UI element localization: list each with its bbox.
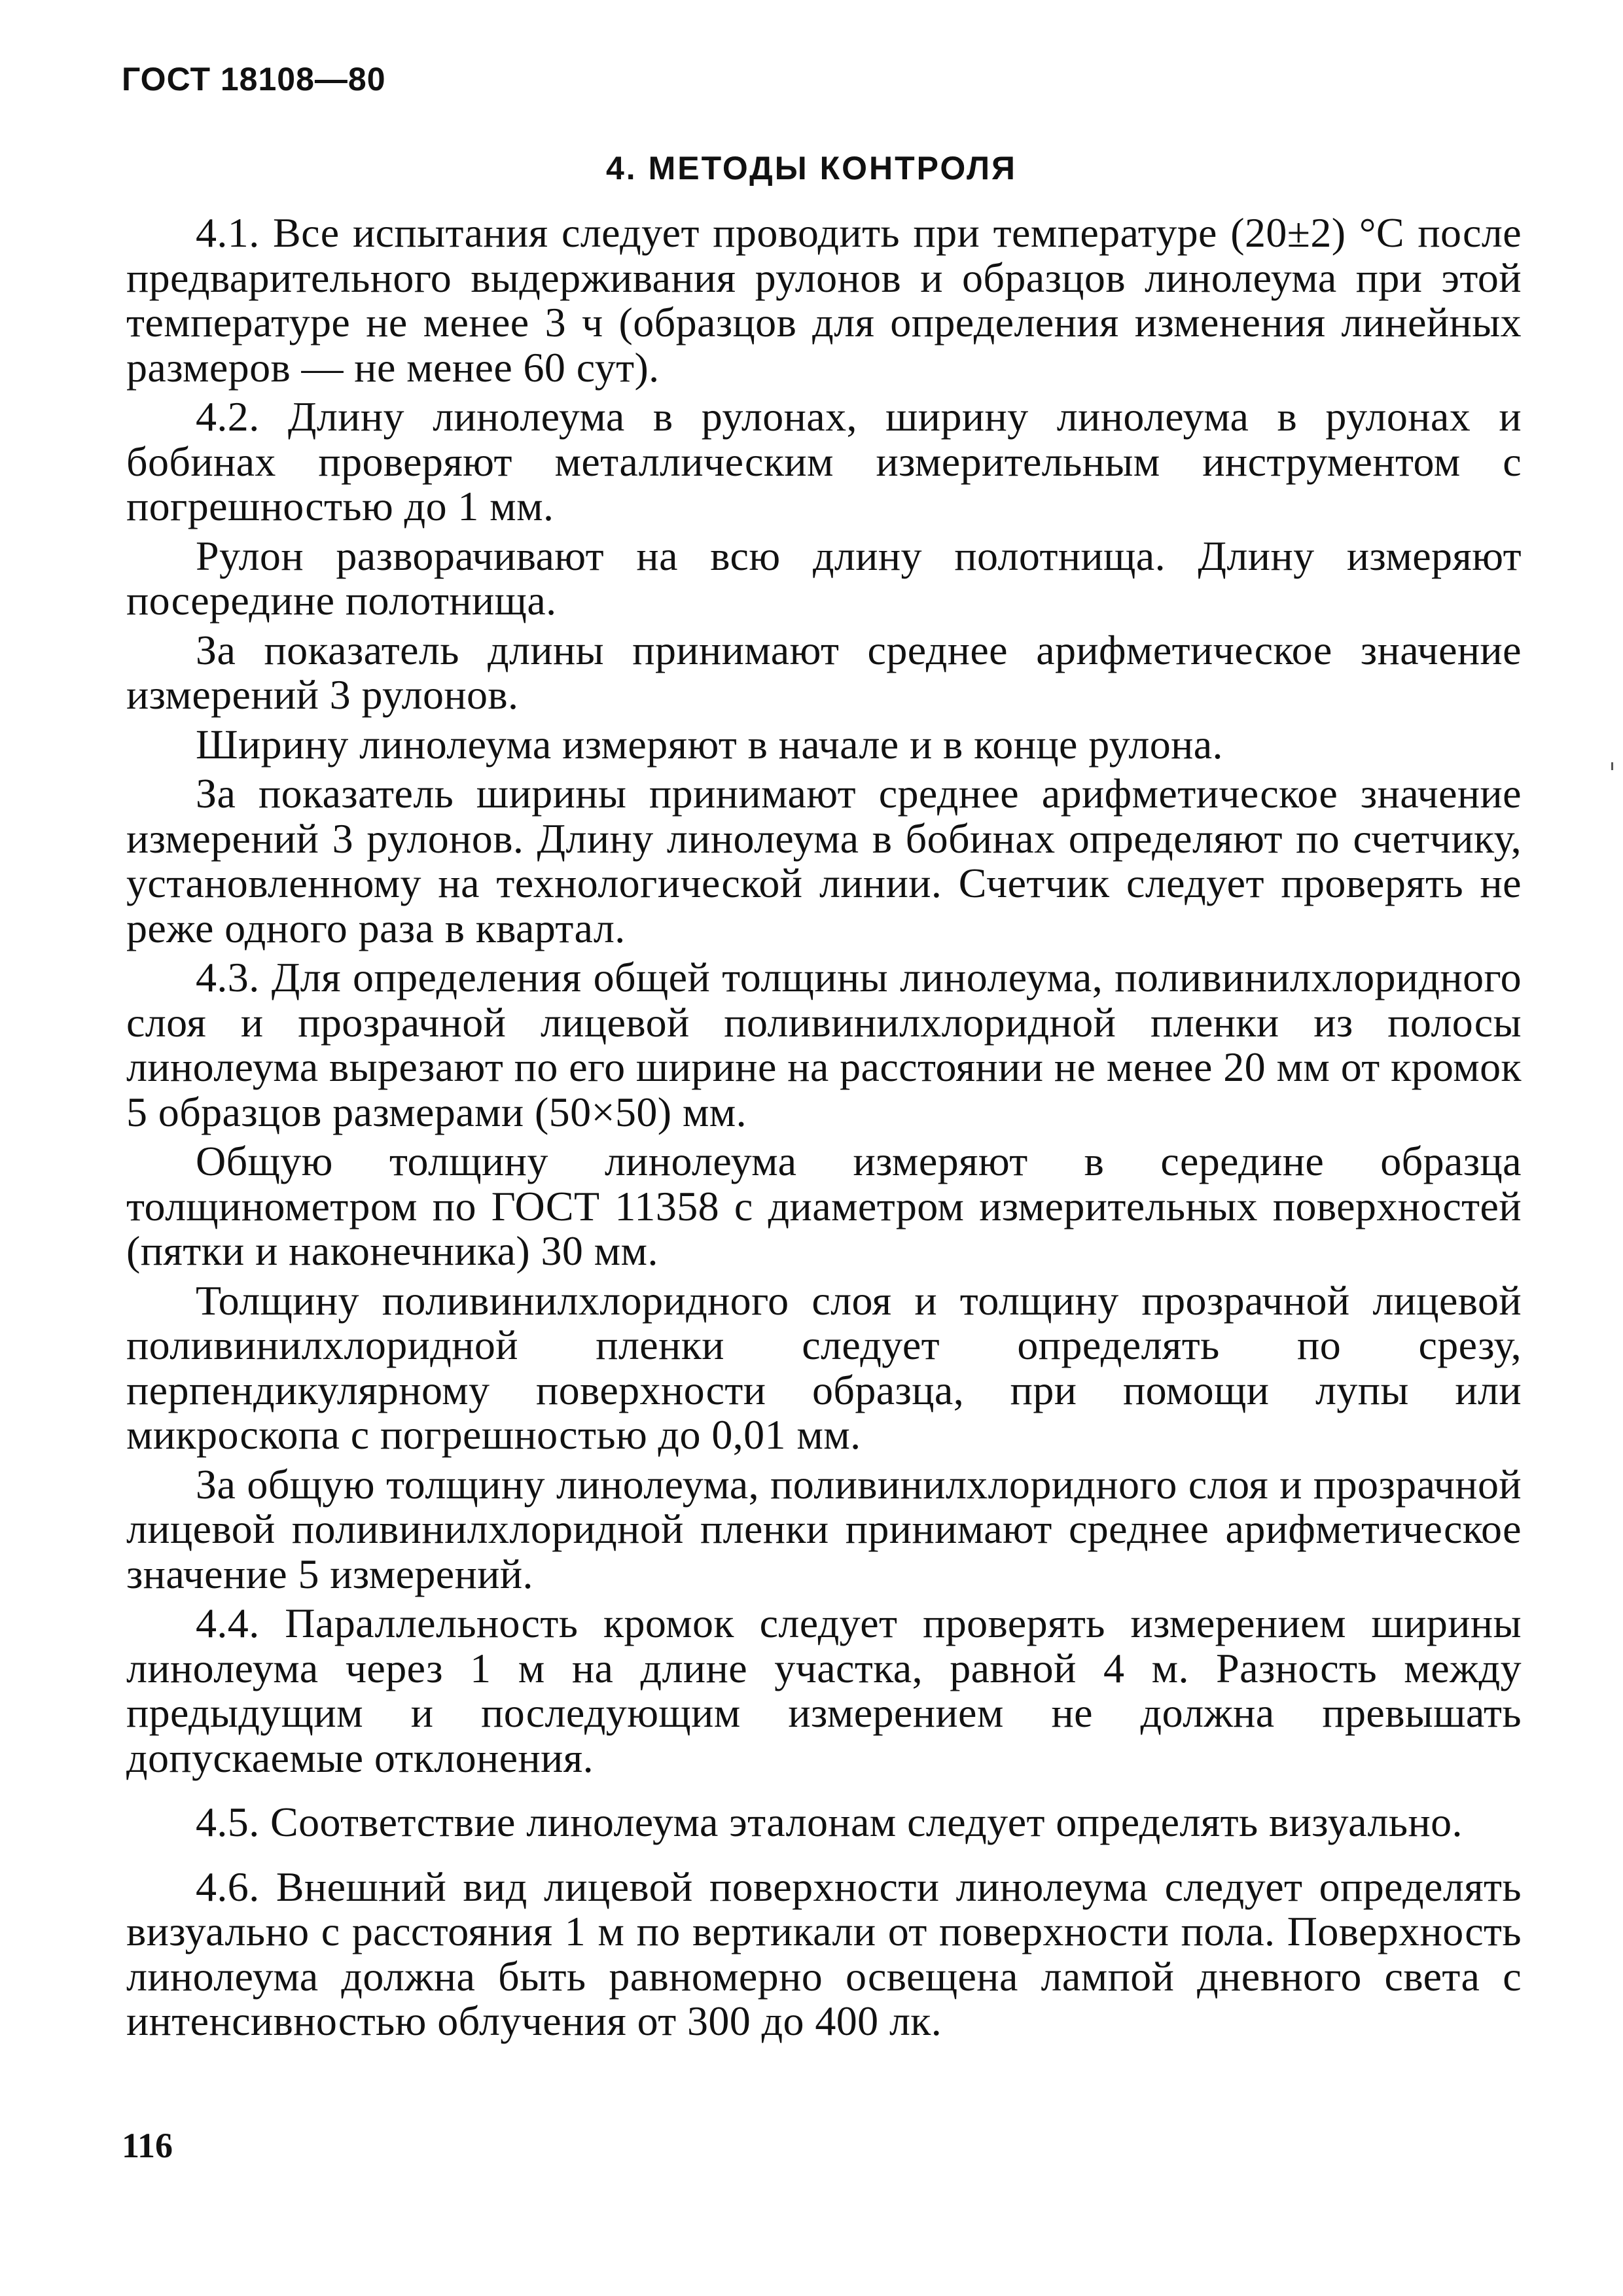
document-code-header: ГОСТ 18108—80 xyxy=(122,61,386,97)
paragraph-layer-thickness: Толщину поливинилхлоридного слоя и толщину прозрачной лицевой поливинилхлоридной пленки следует определять по срезу, перпендикулярному поверхности образца, при помощи лупы или микроскопа с погрешностью до 0,01 мм. xyxy=(126,1277,1522,1458)
page-number: 116 xyxy=(122,2126,173,2165)
paragraph-width-measurement: Ширину линолеума измеряют в начале и в конце рулона. xyxy=(196,720,1223,768)
scan-edge-mark xyxy=(1611,762,1613,770)
paragraph-roll-unwinding: Рулон разворачивают на всю длину полотнища. Длину измеряют посередине полотнища. xyxy=(126,532,1522,624)
paragraph-4-1: 4.1. Все испытания следует проводить при температуре (20±2) °С после предварительного выдерживания рулонов и образцов линолеума при этой температуре не менее 3 ч (образцов для определения изменения линейных размеров — не менее 60 сут). xyxy=(126,209,1522,391)
paragraph-4-6: 4.6. Внешний вид лицевой поверхности линолеума следует определять визуально с расстояния 1 м по вертикали от поверхности пола. Поверхность линолеума должна быть равномерно освещена лампой дневного света с интенсивностью облучения от 300 до 400 лк. xyxy=(126,1863,1522,2044)
paragraph-4-4: 4.4. Параллельность кромок следует проверять измерением ширины линолеума через 1 м на длине участка, равной 4 м. Разность между предыдущим и последующим измерением не должна превышать допускаемые отклонения. xyxy=(126,1600,1522,1781)
section-title: 4. МЕТОДЫ КОНТРОЛЯ xyxy=(606,150,1017,186)
paragraph-4-3: 4.3. Для определения общей толщины линолеума, поливинилхлоридного слоя и прозрачной лицевой поливинилхлоридной пленки из полосы линолеума вырезают по его ширине на расстоянии не менее 20 мм от кромок 5 образцов размерами (50×50) мм. xyxy=(126,954,1522,1135)
paragraph-thickness-average: За общую толщину линолеума, поливинилхлоридного слоя и прозрачной лицевой поливинилхлоридной пленки принимают среднее арифметическое значение 5 измерений. xyxy=(126,1460,1522,1597)
section-body xyxy=(126,211,1522,2049)
paragraph-total-thickness: Общую толщину линолеума измеряют в середине образца толщинометром по ГОСТ 11358 с диаметром измерительных поверхностей (пятки и наконечника) 30 мм. xyxy=(126,1138,1522,1274)
paragraph-4-2: 4.2. Длину линолеума в рулонах, ширину линолеума в рулонах и бобинах проверяют металлическим измерительным инструментом с погрешностью до 1 мм. xyxy=(126,393,1522,529)
paragraph-width-indicator: За показатель ширины принимают среднее арифметическое значение измерений 3 рулонов. Длину линолеума в бобинах определяют по счетчику, установленному на технологической линии. Счетчик следует проверять не реже одного раза в квартал. xyxy=(126,770,1522,951)
paragraph-length-indicator: За показатель длины принимают среднее арифметическое значение измерений 3 рулонов. xyxy=(126,626,1522,718)
paragraph-4-5: 4.5. Соответствие линолеума эталонам следует определять визуально. xyxy=(196,1799,1463,1845)
